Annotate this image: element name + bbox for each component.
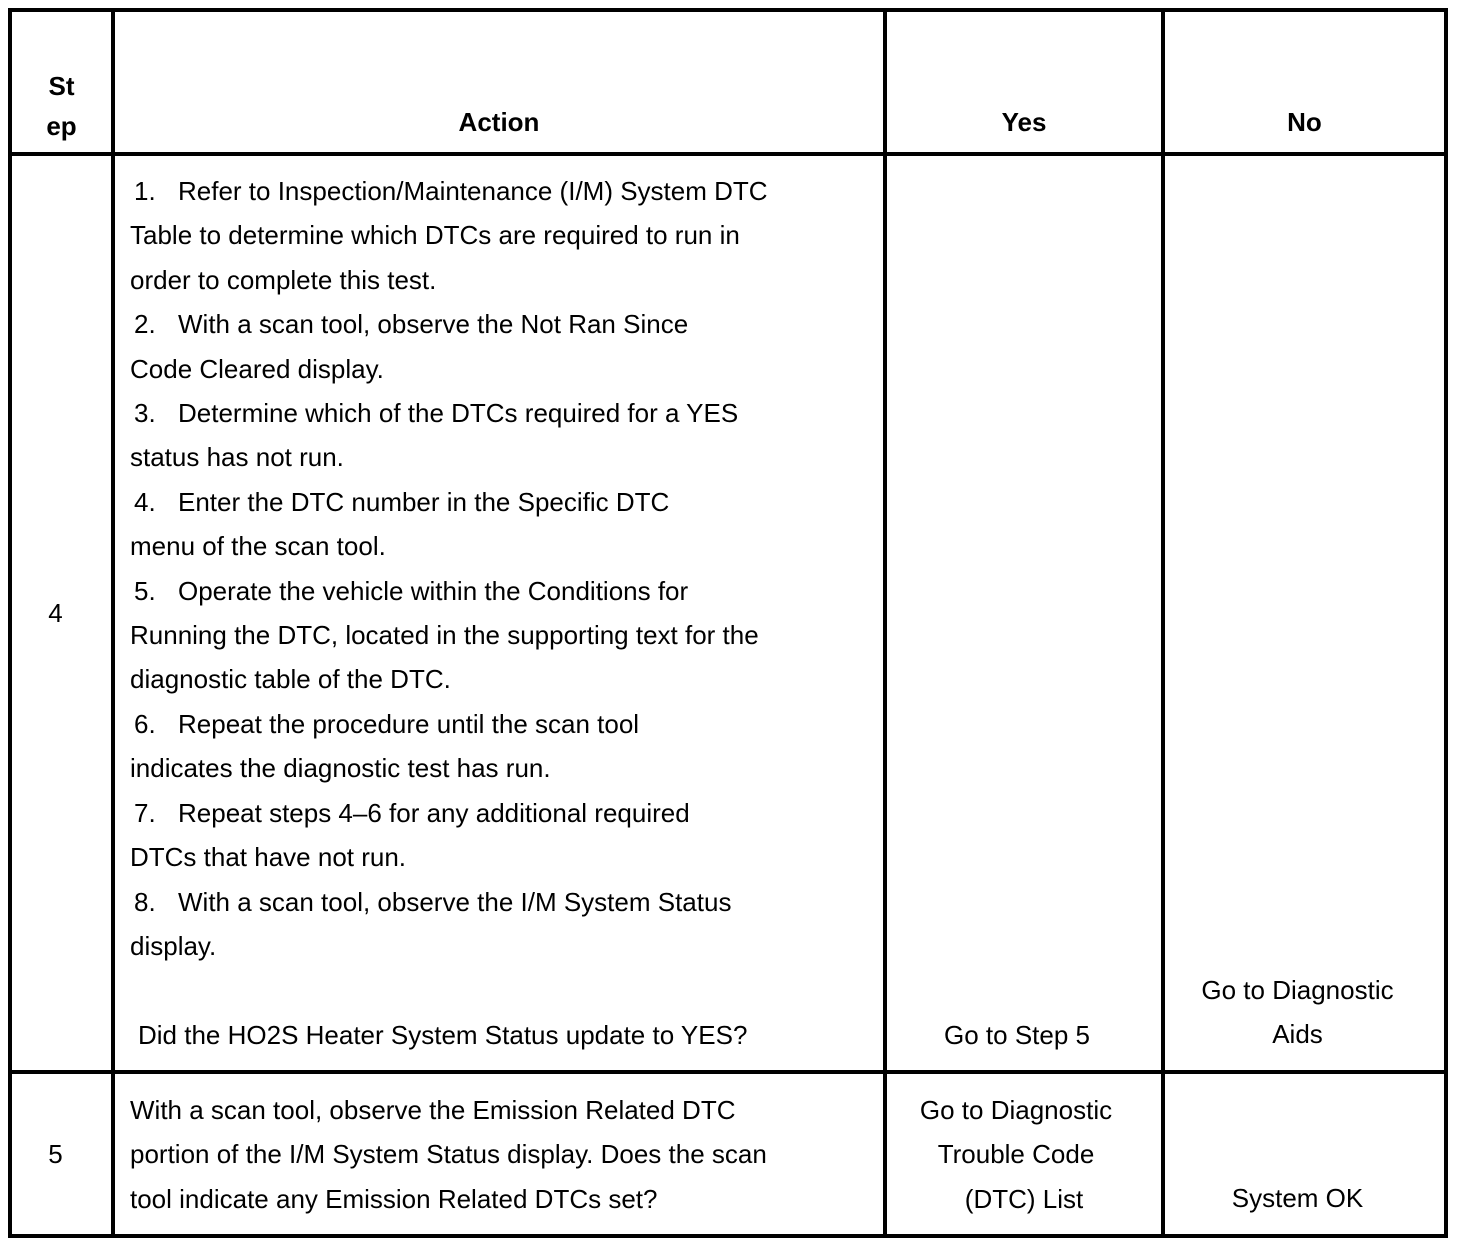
row5-no: System OK bbox=[1231, 1183, 1364, 1213]
action-item-3: 3. Determine which of the DTCs required for a YES bbox=[134, 398, 739, 429]
row4-question: Did the HO2S Heater System Status update to YES? bbox=[138, 1020, 748, 1050]
action-item-8: 8. With a scan tool, observe the I/M System Status bbox=[134, 886, 732, 917]
action-item-1: 1. Refer to Inspection/Maintenance (I/M) System DTC bbox=[134, 176, 768, 206]
row4-no-line1: Go to Diagnostic bbox=[1201, 975, 1394, 1005]
action-item-3-cont-1: status has not run. bbox=[130, 442, 344, 473]
row5-action bbox=[130, 1088, 880, 1221]
action-item-1-cont-2: order to complete this test. bbox=[130, 264, 437, 295]
table-border-right bbox=[1444, 8, 1448, 1238]
action-item-4-cont-1: menu of the scan tool. bbox=[130, 531, 386, 562]
action-item-1-cont-1: Table to determine which DTCs are required to run in bbox=[130, 220, 740, 251]
row4-no bbox=[1165, 968, 1430, 1057]
row5-step: 5 bbox=[48, 1139, 63, 1169]
action-item-2: 2. With a scan tool, observe the Not Ran Since bbox=[134, 309, 689, 340]
header-step-line1: St bbox=[48, 71, 75, 101]
action-item-8-cont-1: display. bbox=[130, 930, 217, 961]
row4-no-line2: Aids bbox=[1272, 1019, 1323, 1050]
row5-yes-line2: Trouble Code bbox=[937, 1139, 1095, 1170]
action-item-4: 4. Enter the DTC number in the Specific DTC bbox=[134, 486, 670, 517]
row5-yes-line1: Go to Diagnostic bbox=[919, 1095, 1113, 1125]
header-step bbox=[12, 64, 111, 149]
header-yes: Yes bbox=[1001, 107, 1047, 137]
table-border-top bbox=[8, 8, 1448, 12]
table-border-bottom bbox=[8, 1234, 1448, 1238]
action-item-7-cont-1: DTCs that have not run. bbox=[130, 842, 407, 873]
row4-action-list bbox=[130, 169, 880, 968]
action-item-6: 6. Repeat the procedure until the scan tool bbox=[134, 708, 640, 739]
row5-action-line3: tool indicate any Emission Related DTCs set? bbox=[130, 1183, 658, 1214]
action-item-5: 5. Operate the vehicle within the Conditions for bbox=[134, 575, 689, 606]
header-action: Action bbox=[458, 107, 540, 137]
action-item-5-cont-2: diagnostic table of the DTC. bbox=[130, 664, 451, 695]
row5-yes-line3: (DTC) List bbox=[964, 1183, 1084, 1214]
row4-yes: Go to Step 5 bbox=[944, 1020, 1090, 1050]
action-item-7: 7. Repeat steps 4–6 for any additional required bbox=[134, 797, 690, 828]
row5-action-line2: portion of the I/M System Status display. Does the scan bbox=[130, 1139, 767, 1170]
action-item-6-cont-1: indicates the diagnostic test has run. bbox=[130, 753, 551, 784]
header-no: No bbox=[1287, 107, 1322, 137]
row5-action-line1: With a scan tool, observe the Emission Related DTC bbox=[130, 1095, 736, 1125]
col-divider-step bbox=[111, 8, 115, 1238]
action-item-2-cont-1: Code Cleared display. bbox=[130, 353, 384, 384]
row-divider bbox=[8, 1070, 1448, 1074]
action-item-5-cont-1: Running the DTC, located in the supporting text for the bbox=[130, 620, 759, 651]
row5-yes bbox=[887, 1088, 1145, 1221]
row4-step: 4 bbox=[48, 598, 63, 628]
diagnostic-table bbox=[8, 8, 1448, 1236]
header-step-line2: ep bbox=[46, 111, 77, 142]
header-divider bbox=[8, 152, 1448, 156]
